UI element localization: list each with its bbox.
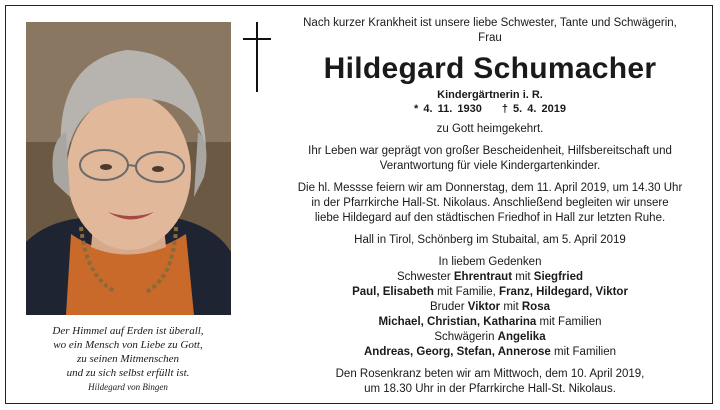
portrait-image [26,22,231,315]
mourner-row: Bruder Viktor mit Rosa [430,301,550,313]
notice-text [280,16,700,397]
mourner-row: Schwägerin Angelika [434,331,546,343]
quote-block [22,324,234,394]
mass-text: liebe Hildegard auf den städtischen Friedhof in Hall zur letzten Ruhe. [314,212,666,224]
quote-author: Hildegard von Bingen [88,382,168,392]
life-text: Verantwortung für viele Kindergartenkinder. [379,160,601,172]
intro-line: Nach kurzer Krankheit ist unsere liebe Schwester, Tante und Schwägerin, [303,17,677,29]
portrait-photo [26,22,231,315]
cross-icon [243,22,271,92]
quote-line: und zu sich selbst erfüllt ist. [66,367,190,379]
rosary-text: um 18.30 Uhr in der Pfarrkirche Hall-St. Nikolaus. [364,383,616,395]
quote-line: Der Himmel auf Erden ist überall, [52,325,204,337]
mourner-row: Andreas, Georg, Stefan, Annerose mit Familien [363,346,616,358]
mourners-heading: In liebem Gedenken [438,256,542,268]
life-text: Ihr Leben war geprägt von großer Bescheidenheit, Hilfsbereitschaft und [308,145,672,157]
deceased-name: Hildegard Schumacher [323,52,657,85]
birth-date: * 4. 11. 1930 [414,103,482,115]
intro-line: Frau [478,32,502,44]
heimgekehrt-text: zu Gott heimgekehrt. [436,123,544,135]
life-dates [280,102,700,117]
mourner-row: Schwester Ehrentraut mit Siegfried [397,271,583,283]
mourner-row: Paul, Elisabeth mit Familie, Franz, Hildegard, Viktor [352,286,628,298]
death-date: † 5. 4. 2019 [501,103,566,115]
quote-line: wo ein Mensch von Liebe zu Gott, [53,339,203,351]
mass-text: Die hl. Messse feiern wir am Donnerstag, dem 11. April 2019, um 14.30 Uhr [297,182,683,194]
quote-line: zu seinen Mitmenschen [76,353,180,365]
mourner-row: Michael, Christian, Katharina mit Familien [378,316,602,328]
mass-text: in der Pfarrkirche Hall-St. Nikolaus. Anschließend begleiten wir unsere [311,197,669,209]
rosary-text: Den Rosenkranz beten wir am Mittwoch, dem 10. April 2019, [335,368,645,380]
profession: Kindergärtnerin i. R. [437,89,543,101]
place-date: Hall in Tirol, Schönberg im Stubaital, am 5. April 2019 [354,234,626,246]
